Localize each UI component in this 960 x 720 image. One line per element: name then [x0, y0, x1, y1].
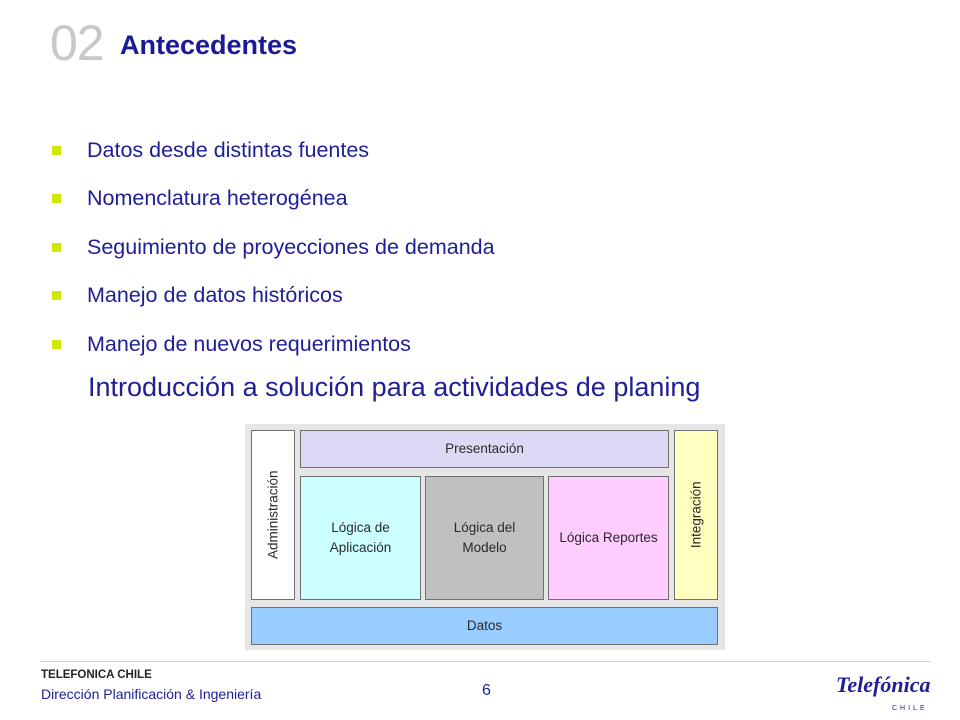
logica-aplicacion-label-line1: Lógica de: [331, 520, 390, 536]
administracion-label: Administración: [265, 470, 281, 560]
logica-modelo-label-line1: Lógica del: [453, 520, 516, 536]
bullet-item: [52, 320, 495, 369]
bullet-square-icon: [52, 243, 61, 252]
bullet-square-icon: [52, 146, 61, 155]
presentacion-box: [300, 430, 669, 468]
bullet-text: Manejo de nuevos requerimientos: [87, 331, 411, 356]
logica-reportes-box: [548, 476, 669, 600]
bullet-item: [52, 272, 495, 321]
datos-box: [251, 607, 718, 645]
bullet-square-icon: [52, 194, 61, 203]
logica-aplicacion-box: [300, 476, 421, 600]
subheading: Introducción a solución para actividades de planing: [88, 372, 701, 402]
integracion-label: Integración: [688, 481, 704, 549]
bullet-text: Seguimiento de proyecciones de demanda: [87, 234, 495, 259]
bullet-item: [52, 175, 495, 224]
telefonica-logo: [834, 668, 934, 714]
bullet-text: Manejo de datos históricos: [87, 283, 343, 308]
bullet-item: [52, 223, 495, 272]
section-number: 02: [50, 15, 104, 71]
integracion-box: [674, 430, 718, 600]
bullet-text: Datos desde distintas fuentes: [87, 137, 370, 162]
footer-divider: [40, 661, 930, 662]
page-title: Antecedentes: [120, 30, 298, 60]
logo-subtext: CHILE: [892, 705, 928, 712]
datos-label: Datos: [466, 618, 503, 634]
bullet-item: [52, 126, 495, 175]
bullet-text: Nomenclatura heterogénea: [87, 186, 348, 211]
bullet-square-icon: [52, 291, 61, 300]
administracion-box: [251, 430, 295, 600]
footer-department: Dirección Planificación & Ingeniería: [41, 686, 262, 702]
footer-company: TELEFONICA CHILE: [41, 669, 152, 681]
logica-modelo-box: [425, 476, 544, 600]
bullet-list: [52, 126, 495, 369]
architecture-diagram: [245, 424, 725, 650]
logo-wordmark: Telefónica: [836, 672, 931, 697]
bullet-square-icon: [52, 340, 61, 349]
logica-aplicacion-label-line2: Aplicación: [329, 540, 392, 555]
page-number: 6: [482, 682, 491, 699]
logica-reportes-label: Lógica Reportes: [559, 530, 658, 546]
presentacion-label: Presentación: [445, 441, 524, 457]
logica-modelo-label-line2: Modelo: [462, 540, 507, 555]
